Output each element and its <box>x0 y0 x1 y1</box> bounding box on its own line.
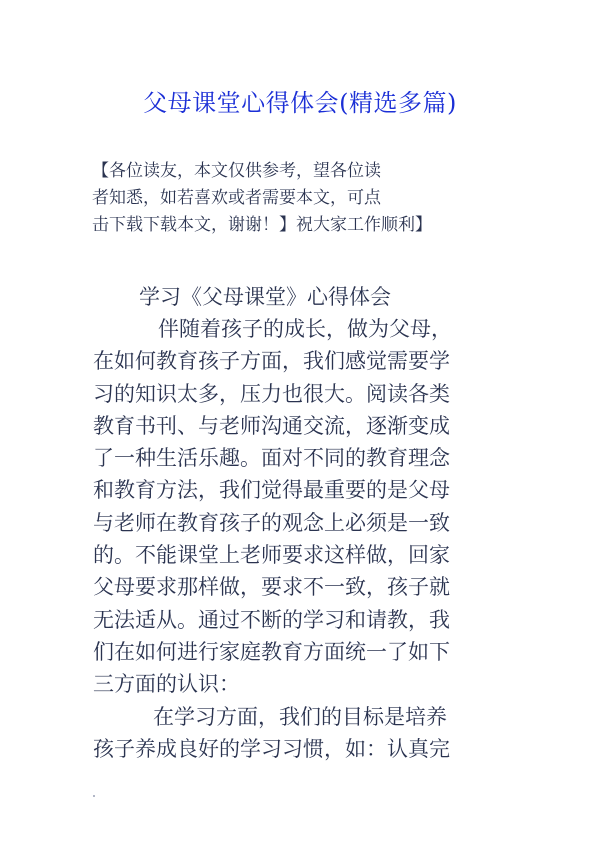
notice-line: 者知悉，如若喜欢或者需要本文，可点 <box>92 188 381 208</box>
paragraph-line: 习的知识太多，压力也很大。阅读各类 <box>93 381 450 406</box>
reader-notice <box>92 158 512 239</box>
paragraph-line: 了一种生活乐趣。面对不同的教育理念 <box>93 446 450 471</box>
paragraph-line: 伴随着孩子的成长，做为父母， <box>158 317 452 341</box>
paragraph-line: 无法适从。通过不断的学习和请教，我 <box>93 607 450 632</box>
paragraph-line: 教育书刊、与老师沟通交流，逐渐变成 <box>93 413 450 438</box>
section-heading: 学习《父母课堂》心得体会 <box>139 285 391 309</box>
paragraph-line: 在学习方面，我们的目标是培养 <box>153 704 447 729</box>
paragraph-line: 三方面的认识： <box>93 672 240 697</box>
paragraph-line: 的。不能课堂上老师要求这样做，回家 <box>93 543 450 568</box>
page-speck <box>93 795 95 797</box>
notice-line: 【各位读友，本文仅供参考，望各位读 <box>92 161 381 181</box>
paragraph-line: 们在如何进行家庭教育方面统一了如下 <box>93 639 450 664</box>
notice-line: 击下载下载本文，谢谢！】祝大家工作顺利】 <box>92 215 432 235</box>
document-title: 父母课堂心得体会(精选多篇) <box>143 89 457 117</box>
paragraph-line: 孩子养成良好的学习习惯，如：认真完 <box>93 736 450 761</box>
paragraph-line: 在如何教育孩子方面，我们感觉需要学 <box>93 349 450 374</box>
paragraph-line: 和教育方法，我们觉得最重要的是父母 <box>93 478 450 503</box>
body-text <box>93 313 523 765</box>
paragraph-line: 与老师在教育孩子的观念上必须是一致 <box>93 510 450 535</box>
paragraph-line: 父母要求那样做，要求不一致，孩子就 <box>93 575 450 600</box>
